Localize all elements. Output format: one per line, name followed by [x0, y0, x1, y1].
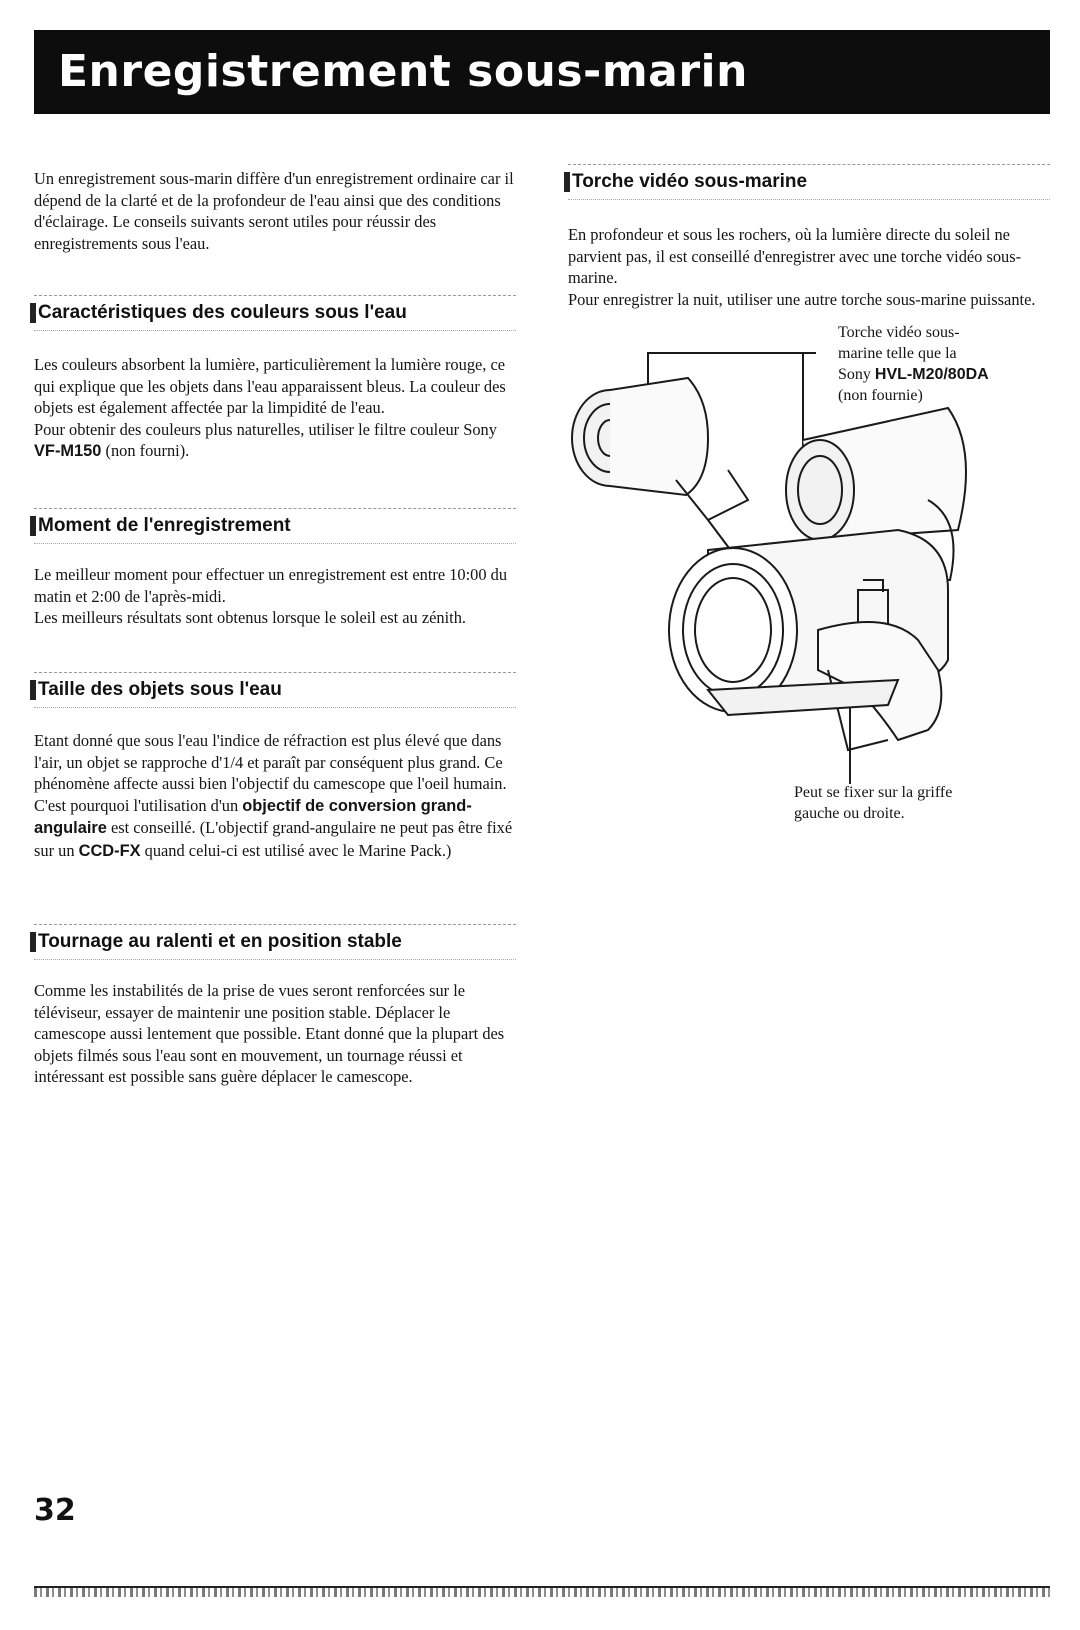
- section-heading: Moment de l'enregistrement: [34, 514, 516, 538]
- section-torche-body: [568, 224, 1050, 310]
- heading-marker: [30, 680, 36, 700]
- body-paragraph: Etant donné que sous l'eau l'indice de réfraction est plus élevé que dans l'air, un objet se rapproche d'1/4 et paraît par conséquent plus grand. Ce phénomène affecte aussi bien l'objectif du camescope que l'oeil humain. C'est pourquoi l'utilisation d'un objectif de conversion grand-angulaire est conseillé. (L'objectif grand-angulaire ne peut pas être fixé sur un CCD-FX quand celui-ci est utilisé avec le Marine Pack.): [34, 731, 513, 860]
- body-paragraph: Pour enregistrer la nuit, utiliser une autre torche sous-marine puissante.: [568, 289, 1036, 309]
- page-number: 32: [34, 1493, 76, 1528]
- section-torche: [568, 170, 1050, 194]
- section-rule: [34, 924, 516, 925]
- section-rule: [568, 164, 1050, 165]
- body-paragraph: Les meilleurs résultats sont obtenus lorsque le soleil est au zénith.: [34, 608, 466, 627]
- section-rule: [34, 707, 516, 708]
- heading-marker: [30, 932, 36, 952]
- callout-line: gauche ou droite.: [794, 805, 905, 822]
- callout-line: Torche vidéo sous-: [838, 324, 960, 341]
- section-heading: Taille des objets sous l'eau: [34, 678, 516, 702]
- page-title: Enregistrement sous-marin: [58, 46, 748, 97]
- callout-line: (non fournie): [838, 387, 923, 404]
- body-paragraph: Les couleurs absorbent la lumière, particulièrement la lumière rouge, ce qui explique que les objets dans l'eau apparaissent bleus. La couleur des objets est également affectée par la limpidité de l'eau.: [34, 355, 506, 417]
- callout-torch: [838, 322, 1058, 406]
- footer-band: [34, 1588, 1050, 1597]
- body-paragraph: En profondeur et sous les rochers, où la lumière directe du soleil ne parvient pas, il est conseillé d'enregistrer avec une torche vidéo sous-marine.: [568, 225, 1022, 287]
- callout-line: Peut se fixer sur la griffe: [794, 784, 953, 801]
- callout-line: Sony HVL-M20/80DA: [838, 366, 989, 383]
- section-rule: [568, 199, 1050, 200]
- section-rule: [34, 543, 516, 544]
- section-rule: [34, 295, 516, 296]
- body-paragraph: Pour obtenir des couleurs plus naturelles, utiliser le filtre couleur Sony VF-M150 (non fourni).: [34, 419, 497, 460]
- left-torch-icon: [572, 378, 763, 560]
- section-rule: [34, 330, 516, 331]
- callout-line: marine telle que la: [838, 345, 957, 362]
- section-moment-body: [34, 564, 516, 629]
- intro-paragraph: Un enregistrement sous-marin diffère d'un enregistrement ordinaire car il dépend de la clarté et de la profondeur de l'eau ainsi que des conditions d'éclairage. Le conseils suivants seront utiles pour réussir des enregistrements sous l'eau.: [34, 169, 514, 253]
- section-rule: [34, 508, 516, 509]
- body-paragraph: Le meilleur moment pour effectuer un enregistrement est entre 10:00 du matin et 2:00 de l'après-midi.: [34, 565, 508, 606]
- body-paragraph: Comme les instabilités de la prise de vues seront renforcées sur le téléviseur, essayer de maintenir une position stable. Déplacer le camescope aussi lentement que possible. Etant donné que la plupart des objets filmés sous l'eau sont en mouvement, un tournage réussi et intéressant est possible sans guère déplacer le camescope.: [34, 981, 505, 1086]
- section-tournage-body: [34, 980, 516, 1088]
- section-heading: Caractéristiques des couleurs sous l'eau: [34, 301, 516, 325]
- section-rule: [34, 959, 516, 960]
- section-couleurs: [34, 301, 516, 325]
- title-bar: [34, 30, 1050, 114]
- section-couleurs-body: [34, 354, 516, 463]
- callout-mount: [794, 782, 1034, 824]
- section-tournage: [34, 930, 516, 954]
- section-rule: [34, 672, 516, 673]
- section-moment: [34, 514, 516, 538]
- section-heading: Torche vidéo sous-marine: [568, 170, 1050, 194]
- heading-marker: [564, 172, 570, 192]
- heading-marker: [30, 516, 36, 536]
- section-heading: Tournage au ralenti et en position stable: [34, 930, 516, 954]
- section-taille: [34, 678, 516, 702]
- section-taille-body: [34, 730, 516, 862]
- heading-marker: [30, 303, 36, 323]
